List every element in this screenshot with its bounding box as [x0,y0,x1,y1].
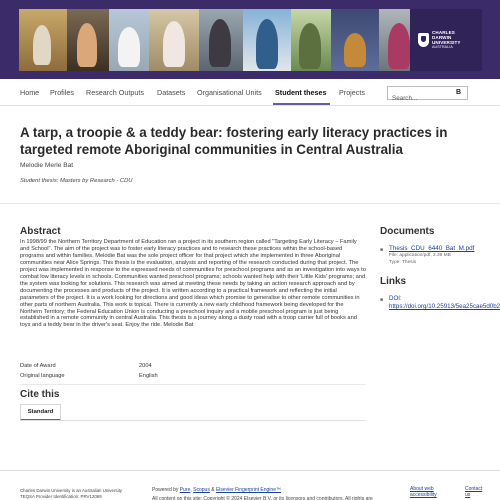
footer-link-text: About web [410,486,434,492]
active-tab-indicator [273,103,330,105]
elsevier-link[interactable]: Elsevier Fingerprint Engine™ [215,487,281,493]
footer-text: & [211,487,215,493]
nav-item-datasets[interactable]: Datasets [157,88,186,97]
banner-photo [149,9,199,71]
abstract-text: In 1998/99 the Northern Territory Department of Education ran a project in its southern region called "Targeting Early Literacy – Family and School". The aim of the project was to foster early literacy practices and to research these practices within the school-based programs and within families. Melodie Bat was the sole project officer for that project which she implemented in three Aboriginal communities near Alice Springs. This thesis is the evaluation, analysis and reporting of the research conducted during that project. The project was implemented in response to the expressed needs of communities for preschool programs and as an investigation into ways to combat low literacy levels in schools. Communities wanted preschool programs; schools wanted help with their 'Little Kids' programs; and the system was looking for solutions. This research was aimed at meeting these needs by taking an action research approach and by documenting the processes and products of the project. It is written according to a practical framework and reflecting the initial parameters of the project. It is a work looking for directions and good ideas which promise to generalise to other remote communities in other parts of northern Australia. This work is topical. There is currently a new early childhood framework being developed for the Northern Territory; the Federal Education Union is conducting a preschool inquiry and a mobile preschool program is just being established in a remote community in central Australia. This thesis is a journey along a dusty road with a troop carrier full of books and toys and a teddy bear in the driver's seat. Enjoy the ride. Melodie Bat [20,239,366,329]
footer-text: Charles Darwin University is an Australian University [20,488,122,493]
meta-key: Date of Award [20,363,56,369]
banner-photo [291,9,331,71]
scopus-link[interactable]: Scopus [193,487,210,493]
search-box [387,86,468,100]
thesis-type: Student thesis: Masters by Research - CDU [20,178,133,184]
tab-standard[interactable]: Standard [20,404,61,421]
nav-item-home[interactable]: Home [20,88,40,97]
shield-icon [418,33,429,47]
header-banner [0,0,500,79]
banner-photo [109,9,149,71]
nav-item-student-theses[interactable]: Student theses [275,88,327,97]
banner-photo [199,9,243,71]
banner-photo-strip [19,9,482,71]
footer-link-text: accessibility [410,492,437,498]
footer-link-text: Contact [465,486,483,492]
university-logo[interactable] [410,9,482,71]
banner-photo [67,9,109,71]
logo-text-line: AUSTRALIA [432,45,453,50]
footer [0,470,500,500]
logo-text-line: UNIVERSITY [432,40,461,45]
nav-item-profiles[interactable]: Profiles [50,88,74,97]
links-heading: Links [380,276,407,287]
footer-text: Powered by [152,487,179,493]
search-button[interactable]: B [455,89,461,96]
footer-link-text: us [465,492,471,498]
divider [20,420,366,421]
document-download-link[interactable]: Thesis_CDU_6440_Bat_M.pdf [389,245,475,252]
footer-text: TEQSA Provider Identification: PRV12069 [20,494,102,499]
banner-photo [19,9,67,71]
banner-photo [243,9,291,71]
doi-label: DOI: [389,295,402,302]
divider [0,203,500,204]
footer-powered-by: Powered by Pure, Scopus & Elsevier Fingerprint Engine™ [152,487,281,493]
banner-photo [331,9,379,71]
document-file-info: File: application/pdf, 2.39 MB [389,253,451,258]
page-title: A tarp, a troopie & a teddy bear: fostering early literacy practices in targeted remote Aboriginal communities in Central Australia [20,125,448,157]
link-icon: ■ [380,297,384,303]
document-type: Type: Thesis [389,260,417,265]
logo-text-line: CHARLES [432,29,455,35]
footer-copyright: All content on this site: Copyright © 2024 Elsevier B.V. or its licensors and contributors. All rights are [152,496,373,500]
author-name[interactable]: Melodie Merle Bat [20,162,74,169]
documents-heading: Documents [380,226,435,237]
divider [20,384,366,385]
cite-heading: Cite this [20,389,60,400]
search-input[interactable] [388,93,450,105]
meta-key: Original language [20,373,65,379]
contact-link[interactable] [465,486,482,498]
abstract-heading: Abstract [20,226,61,237]
pure-link[interactable]: Pure [179,487,191,493]
meta-value: 2004 [139,363,152,369]
nav-item-research-outputs[interactable]: Research Outputs [86,88,144,97]
file-icon: ■ [380,247,384,253]
logo-text-line: DARWIN [432,34,452,40]
meta-value: English [139,373,158,379]
nav-item-organisational-units[interactable]: Organisational Units [197,88,262,97]
doi-link[interactable]: https://doi.org/10.25913/5ea25cae5d0b2 [389,303,500,310]
nav-item-projects[interactable]: Projects [339,88,365,97]
accessibility-link[interactable] [410,486,437,498]
